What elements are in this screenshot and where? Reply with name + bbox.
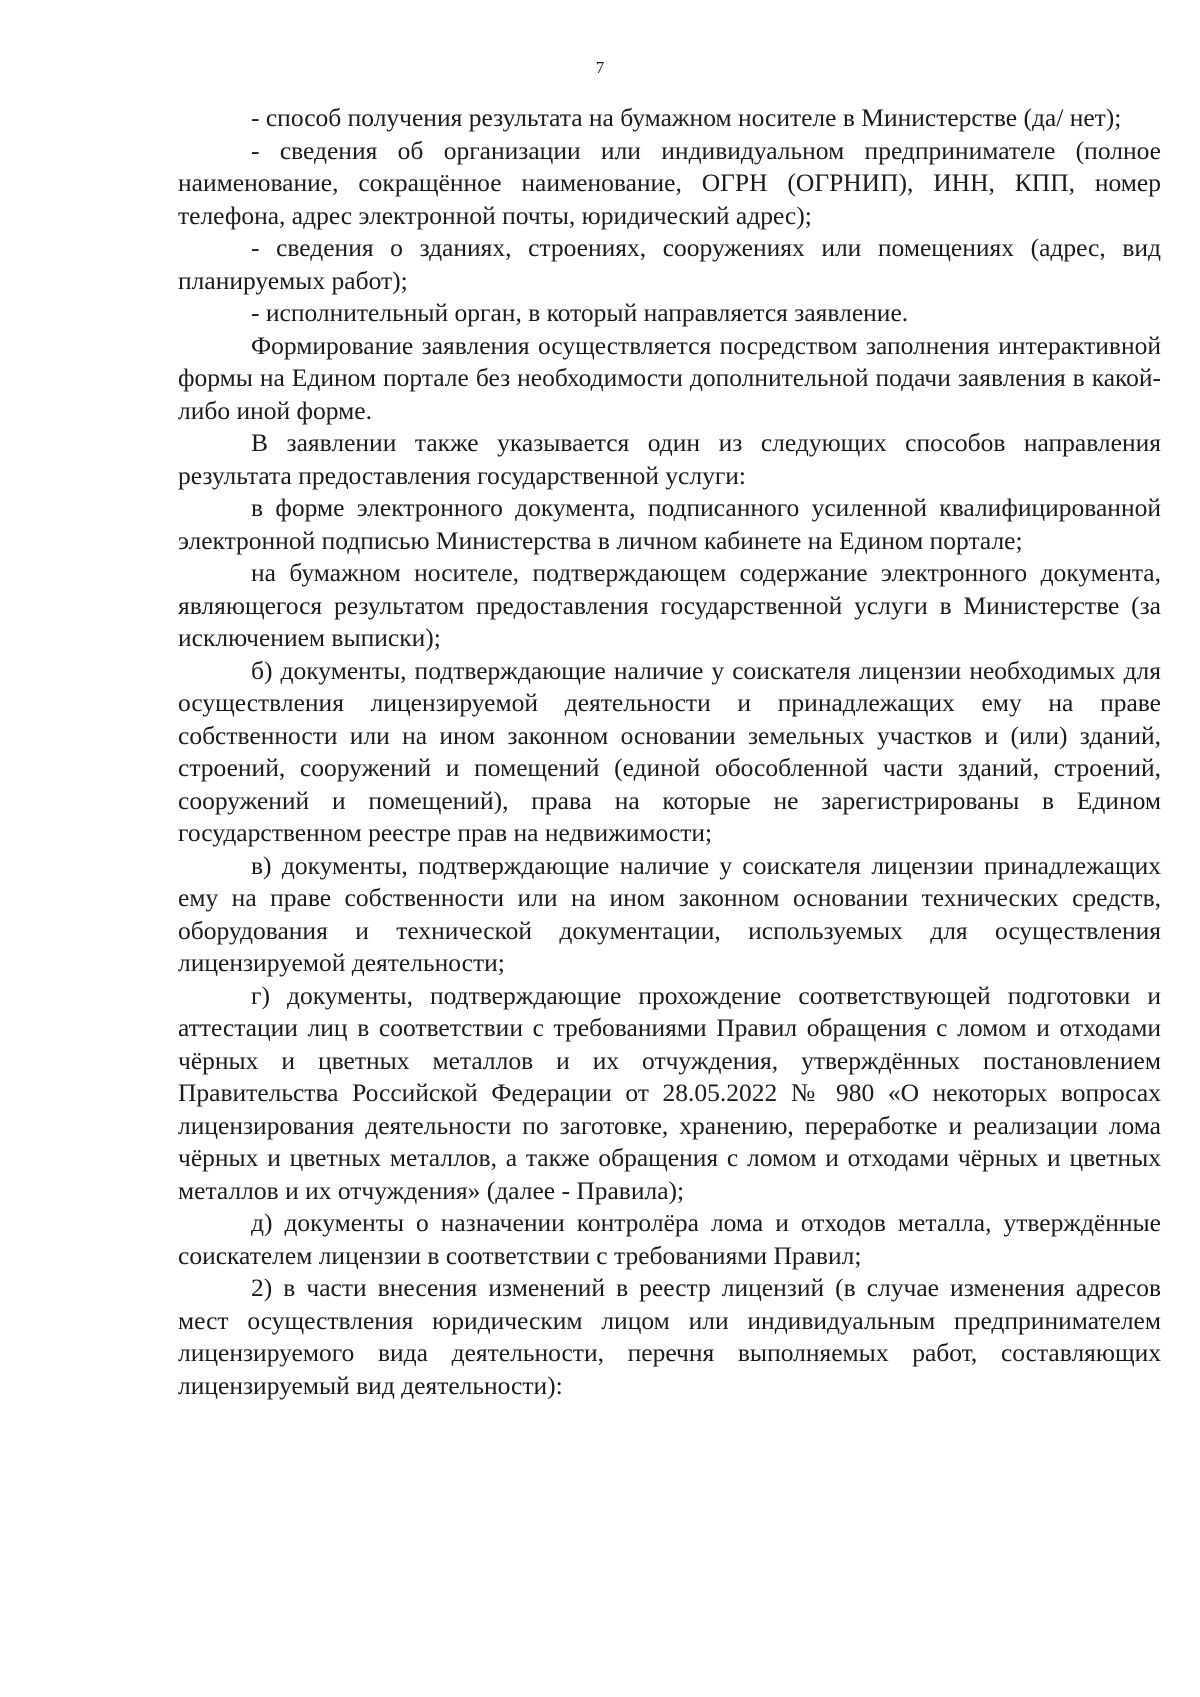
document-body: [178, 102, 1161, 1402]
paragraph-paper-form: на бумажном носителе, подтверждающем содержание электронного документа, являющегося результатом предоставления государственной услуги в Министерстве (за исключением выписки);: [178, 558, 1161, 652]
paragraph-electronic-form: в форме электронного документа, подписанного усиленной квалифицированной электронной подписью Министерства в личном кабинете на Едином портале;: [178, 493, 1161, 555]
paragraph-item-g: г) документы, подтверждающие прохождение соответствующей подготовки и аттестации лиц в соответствии с требованиями Правил обращения с ломом и отходами чёрных и цветных металлов и их отчуждения, утверждённых постановлением Правительства Российской Федерации от 28.05.2022 № 980 «О некоторых вопросах лицензирования деятельности по заготовке, хранению, переработке и реализации лома чёрных и цветных металлов, а также обращения с ломом и отходами чёрных и цветных металлов и их отчуждения» (далее - Правила);: [178, 980, 1161, 1205]
paragraph-buildings-info: - сведения о зданиях, строениях, сооружениях или помещениях (адрес, вид планируемых работ);: [178, 233, 1161, 295]
page-number: 7: [595, 58, 605, 77]
paragraph-organization-info: - сведения об организации или индивидуальном предпринимателе (полное наименование, сокращённое наименование, ОГРН (ОГРНИП), ИНН, КПП, номер телефона, адрес электронной почты, юридический адрес);: [178, 135, 1161, 230]
paragraph-paper-result-method: - способ получения результата на бумажном носителе в Министерстве (да/ нет);: [251, 103, 1122, 132]
paragraph-item-2: 2) в части внесения изменений в реестр лицензий (в случае изменения адресов мест осуществления юридическим лицом или индивидуальным предпринимателем лицензируемого вида деятельности, перечня выполняемых работ, составляющих лицензируемый вид деятельности):: [178, 1273, 1161, 1400]
paragraph-result-delivery-methods: В заявлении также указывается один из следующих способов направления результата предоставления государственной услуги:: [178, 428, 1161, 490]
paragraph-application-forming: Формирование заявления осуществляется посредством заполнения интерактивной формы на Едином портале без необходимости дополнительной подачи заявления в какой-либо иной форме.: [178, 330, 1161, 425]
paragraph-item-v: в) документы, подтверждающие наличие у соискателя лицензии принадлежащих ему на праве собственности или на ином законном основании технических средств, оборудования и технической документации, используемых для осуществления лицензируемой деятельности;: [178, 850, 1161, 977]
paragraph-executive-body: - исполнительный орган, в который направляется заявление.: [251, 298, 909, 327]
paragraph-item-b: б) документы, подтверждающие наличие у соискателя лицензии необходимых для осуществления лицензируемой деятельности и принадлежащих ему на праве собственности или на ином законном основании земельных участков и (или) зданий, строений, сооружений и помещений (единой обособленной части зданий, строений, сооружений и помещений), права на которые не зарегистрированы в Едином государственном реестре прав на недвижимости;: [178, 655, 1161, 847]
paragraph-item-d: д) документы о назначении контролёра лома и отходов металла, утверждённые соискателем лицензии в соответствии с требованиями Правил;: [178, 1208, 1161, 1270]
